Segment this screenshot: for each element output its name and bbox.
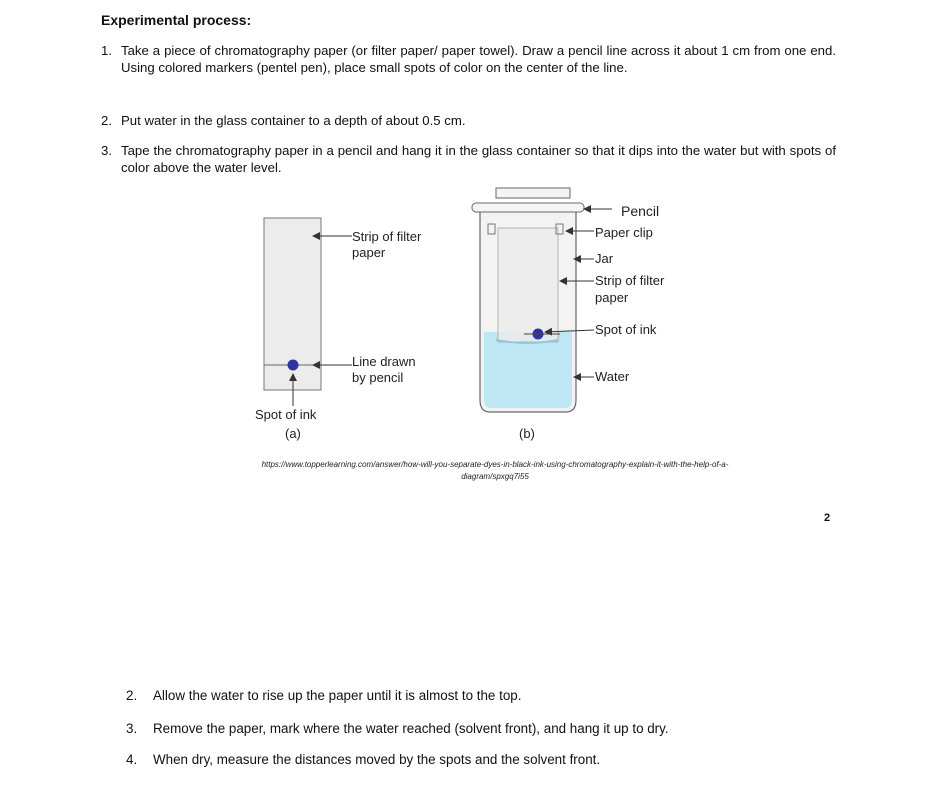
label-spot-of-ink-a: Spot of ink (255, 407, 317, 422)
label-spot-of-ink-b: Spot of ink (595, 322, 657, 337)
label-strip-a-2: paper (352, 245, 386, 260)
step-text: Allow the water to rise up the paper until it is almost to the top. (153, 688, 522, 703)
step-text: Remove the paper, mark where the water reached (solvent front), and hang it up to dry. (153, 721, 669, 736)
pencil-shape (472, 203, 584, 212)
step-number: 3. (126, 721, 138, 736)
step-text: Tape the chromatography paper in a pencil and hang it in the glass container so that it dips into the water but with spots of color above the water level. (121, 143, 836, 175)
ink-spot-a (288, 360, 299, 371)
caption-b: (b) (519, 426, 535, 441)
label-strip-b-1: Strip of filter (595, 273, 665, 288)
label-strip-b-2: paper (595, 290, 629, 305)
step-number: 2. (126, 688, 138, 703)
section-heading: Experimental process: (101, 12, 252, 28)
jar-rim (496, 188, 570, 198)
source-url-line-2: diagram/spxgq7i55 (461, 472, 529, 481)
step-number: 1. (101, 43, 112, 58)
source-url[interactable] (100, 459, 890, 483)
label-paper-clip: Paper clip (595, 225, 653, 240)
step-number: 3. (101, 143, 112, 158)
label-strip-a-1: Strip of filter (352, 229, 422, 244)
step-number: 4. (126, 752, 138, 767)
label-line-drawn-2: by pencil (352, 370, 404, 385)
filter-strip-b (498, 228, 558, 342)
label-water: Water (595, 369, 630, 384)
step-text: Put water in the glass container to a depth of about 0.5 cm. (121, 113, 466, 128)
label-pencil: Pencil (621, 203, 660, 219)
page-number: 2 (824, 512, 831, 524)
source-url-line-1: https://www.topperlearning.com/answer/how-will-you-separate-dyes-in-black-ink-using-chromatography-explain-it-with-the-help-of-a- (261, 460, 729, 469)
caption-a: (a) (285, 426, 301, 441)
step-text: When dry, measure the distances moved by the spots and the solvent front. (153, 752, 601, 767)
step-text: Take a piece of chromatography paper (or filter paper/ paper towel). Draw a pencil line across it about 1 cm from one end. Using colored markers (pentel pen), place small spots of color on the center of the line. (121, 43, 836, 75)
label-line-drawn-1: Line drawn (352, 354, 416, 369)
step-number: 2. (101, 113, 112, 128)
label-jar: Jar (595, 251, 614, 266)
